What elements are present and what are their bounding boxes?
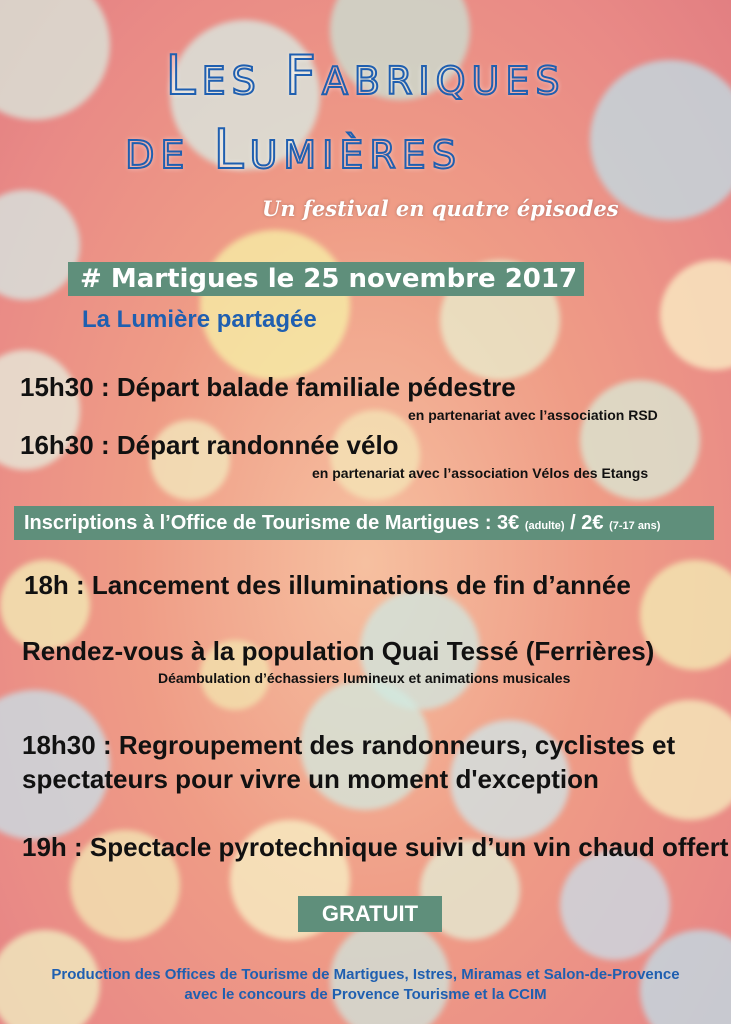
title-line-1: Les Fabriques	[165, 44, 566, 107]
subtitle: Un festival en quatre épisodes	[262, 196, 619, 221]
theme-title: La Lumière partagée	[82, 306, 317, 333]
adult-label: (adulte)	[524, 520, 565, 532]
schedule-1530: 15h30 : Départ balade familiale pédestre	[20, 372, 516, 402]
schedule-1630-note: en partenariat avec l’association Vélos des Etangs	[312, 465, 649, 481]
production-line-1: Production des Offices de Tourisme de Martigues, Istres, Miramas et Salon-de-Provence	[51, 966, 680, 983]
event-1830-line2: spectateurs pour vivre un moment d'exception	[22, 764, 599, 794]
rendezvous: Rendez-vous à la population Quai Tessé (Ferrières)	[22, 636, 655, 666]
schedule-1630: 16h30 : Départ randonnée vélo	[20, 430, 399, 460]
date-bar: # Martigues le 25 novembre 2017	[68, 262, 584, 296]
title-line-2: de Lumières	[125, 118, 462, 181]
schedule-1530-note: en partenariat avec l’association RSD	[408, 407, 658, 423]
child-price: / 2€	[564, 512, 610, 534]
event-19h: 19h : Spectacle pyrotechnique suivi d’un vin chaud offert	[22, 832, 729, 862]
rendezvous-note: Déambulation d’échassiers lumineux et animations musicales	[158, 670, 571, 686]
event-1830-line1: 18h30 : Regroupement des randonneurs, cyclistes et	[22, 730, 676, 760]
child-age: (7-17 ans)	[609, 520, 661, 532]
inscriptions-text: Inscriptions à l’Office de Tourisme de Martigues : 3€	[24, 512, 525, 534]
gratuit-badge: GRATUIT	[298, 896, 442, 932]
inscriptions-bar	[14, 506, 714, 540]
production-line-2: avec le concours de Provence Tourisme et la CCIM	[184, 986, 547, 1003]
event-18h: 18h : Lancement des illuminations de fin d’année	[24, 570, 631, 600]
